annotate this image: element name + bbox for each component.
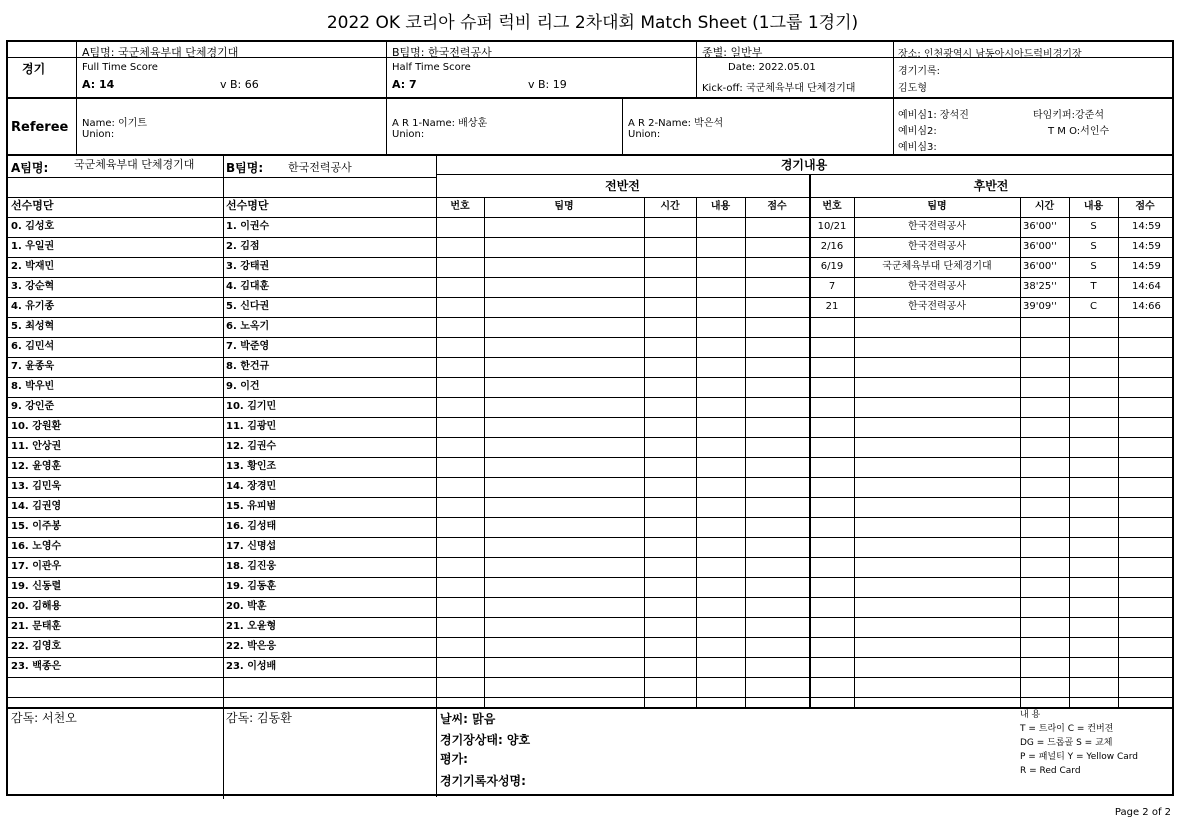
b-team-player: 23. 이성배	[226, 661, 277, 672]
events-title: 경기내용	[780, 158, 828, 172]
ar2-union: Union:	[628, 129, 661, 140]
b-team-player: 18. 김진웅	[226, 561, 277, 572]
referee-label: Referee	[11, 120, 69, 135]
event-team: 한국전력공사	[908, 301, 966, 312]
a-coach: 감독: 서천오	[11, 711, 77, 725]
a-team-player: 3. 강순혁	[11, 281, 55, 292]
event-score: 14:59	[1132, 241, 1161, 252]
a-team-player: 19. 신동렬	[11, 581, 62, 592]
event-no: 2/16	[820, 241, 844, 252]
b-roster-header: 선수명단	[226, 199, 269, 212]
a-team-player: 0. 김성호	[11, 221, 55, 232]
event-no: 21	[825, 301, 839, 312]
legend: 내 용 T = 트라이 C = 컨버젼 DG = 드롭골 S = 교체 P = 패널티 Y = Yellow Card R = Red Card	[1020, 710, 1139, 776]
reserve-referee-2: 예비심2:	[898, 126, 937, 137]
half-time-a: A: 7	[392, 78, 417, 91]
a-team-player: 23. 백종은	[11, 661, 62, 672]
recorder-signature: 경기기록자성명:	[440, 774, 526, 788]
event-type: T	[1090, 281, 1097, 292]
b-team-player: 20. 박훈	[226, 601, 267, 612]
b-team-player: 16. 김성태	[226, 521, 277, 532]
event-type: S	[1090, 221, 1097, 232]
event-time: 36'00''	[1023, 261, 1057, 272]
first-half-label: 전반전	[605, 179, 640, 193]
a-roster-header: 선수명단	[11, 199, 54, 212]
tmo: T M O:서인수	[1048, 126, 1110, 137]
b-team-player: 13. 황인조	[226, 461, 277, 472]
b-team-player: 2. 김점	[226, 241, 260, 252]
event-no: 10/21	[817, 221, 847, 232]
page-number: Page 2 of 2	[1114, 807, 1171, 818]
event-time: 36'00''	[1023, 241, 1057, 252]
b-team-name: 한국전력공사	[288, 161, 352, 174]
a-team-player: 21. 문태훈	[11, 621, 62, 632]
a-team-player: 2. 박재민	[11, 261, 55, 272]
a-team-player: 10. 강원환	[11, 421, 62, 432]
b-team-label: B팀명:	[226, 161, 264, 175]
event-team: 한국전력공사	[908, 241, 966, 252]
reserve-referee-1: 예비심1: 장석진	[898, 110, 969, 121]
a-team-name: 국군체육부대 단체경기대	[74, 158, 195, 171]
event-type: S	[1090, 261, 1097, 272]
venue-field: 장소: 인천광역시 남동아시아드럭비경기장	[898, 49, 1082, 60]
event-time: 36'00''	[1023, 221, 1057, 232]
full-time-label: Full Time Score	[82, 62, 158, 73]
first-half-header-type: 내용	[710, 201, 731, 212]
event-team: 국군체육부대 단체경기대	[882, 261, 992, 272]
a-team-player: 6. 김민석	[11, 341, 55, 352]
b-team-player: 12. 김권수	[226, 441, 277, 452]
event-no: 6/19	[820, 261, 844, 272]
rating: 평가:	[440, 752, 468, 766]
event-team: 한국전력공사	[908, 221, 966, 232]
event-score: 14:66	[1132, 301, 1161, 312]
second-half-header-no: 번호	[822, 201, 842, 212]
second-half-label: 후반전	[973, 179, 1009, 193]
a-team-field: A팀명: 국군체육부대 단체경기대	[82, 46, 239, 59]
second-half-header-time: 시간	[1034, 201, 1055, 212]
recorder-name: 김도형	[898, 83, 927, 94]
kickoff-field: Kick-off: 국군체육부대 단체경기대	[702, 83, 856, 94]
a-team-player: 11. 안상권	[11, 441, 62, 452]
b-team-player: 17. 신명섭	[226, 541, 277, 552]
b-team-player: 21. 오윤형	[226, 621, 277, 632]
ar1-name: A R 1-Name: 배상훈	[392, 118, 488, 129]
first-half-header-time: 시간	[660, 201, 680, 212]
a-team-player: 1. 우일권	[11, 241, 55, 252]
b-team-player: 19. 김동훈	[226, 581, 277, 592]
timekeeper: 타임키퍼:강준석	[1033, 110, 1104, 121]
weather: 날씨: 맑음	[440, 712, 496, 726]
referee-union: Union:	[82, 129, 115, 140]
b-team-player: 15. 유피범	[226, 501, 277, 512]
b-team-player: 11. 김광민	[226, 421, 277, 432]
second-half-header-score: 점수	[1135, 201, 1155, 212]
a-team-player: 17. 이관우	[11, 561, 62, 572]
b-team-player: 7. 박준영	[226, 341, 270, 352]
event-type: S	[1090, 241, 1097, 252]
first-half-header-team: 팀명	[554, 201, 574, 212]
b-team-player: 10. 김기민	[226, 401, 277, 412]
a-team-player: 16. 노영수	[11, 541, 62, 552]
first-half-header-no: 번호	[450, 201, 470, 212]
event-score: 14:59	[1132, 221, 1161, 232]
ar1-union: Union:	[392, 129, 425, 140]
category-field: 종별: 일반부	[702, 46, 763, 59]
b-team-player: 6. 노옥기	[226, 321, 270, 332]
b-team-field: B팀명: 한국전력공사	[392, 46, 492, 59]
field-condition: 경기장상태: 양호	[440, 733, 531, 747]
match-sheet	[6, 40, 1174, 796]
first-half-header-score: 점수	[767, 201, 787, 212]
a-team-player: 22. 김영호	[11, 641, 62, 652]
half-time-b: v B: 19	[528, 78, 567, 91]
event-score: 14:64	[1132, 281, 1161, 292]
event-score: 14:59	[1132, 261, 1161, 272]
a-team-player: 8. 박우빈	[11, 381, 55, 392]
b-team-player: 14. 장경민	[226, 481, 277, 492]
match-label: 경기	[22, 62, 46, 76]
b-team-player: 22. 박은응	[226, 641, 277, 652]
a-team-player: 13. 김민욱	[11, 481, 62, 492]
reserve-referee-3: 예비심3:	[898, 142, 937, 153]
b-team-player: 5. 신다권	[226, 301, 270, 312]
event-time: 38'25''	[1023, 281, 1057, 292]
event-time: 39'09''	[1023, 301, 1057, 312]
a-team-player: 5. 최성혁	[11, 321, 55, 332]
b-team-player: 3. 강태권	[226, 261, 270, 272]
a-team-player: 14. 김권영	[11, 501, 62, 512]
match-date: Date: 2022.05.01	[728, 62, 816, 73]
b-coach: 감독: 김동환	[226, 711, 292, 725]
referee-name: Name: 이기트	[82, 118, 148, 129]
a-team-player: 12. 윤영훈	[11, 461, 62, 472]
event-team: 한국전력공사	[908, 281, 966, 292]
a-team-player: 20. 김해용	[11, 601, 62, 612]
page-title: 2022 OK 코리아 슈퍼 럭비 리그 2차대회 Match Sheet (1그룹 1경기)	[326, 13, 859, 33]
b-team-player: 4. 김대훈	[226, 281, 270, 292]
a-team-player: 7. 윤종욱	[11, 361, 55, 372]
a-team-player: 9. 강인준	[11, 401, 55, 412]
second-half-header-team: 팀명	[927, 201, 947, 212]
event-no: 7	[828, 281, 836, 292]
event-type: C	[1090, 301, 1097, 312]
a-team-label: A팀명:	[11, 161, 49, 175]
second-half-header-type: 내용	[1083, 201, 1104, 212]
recorder-label: 경기기록:	[898, 66, 941, 77]
full-time-a: A: 14	[82, 78, 115, 91]
full-time-b: v B: 66	[220, 78, 259, 91]
b-team-player: 1. 이권수	[226, 221, 270, 232]
b-team-player: 8. 한건규	[226, 361, 270, 372]
half-time-label: Half Time Score	[392, 62, 471, 73]
b-team-player: 9. 이건	[226, 381, 260, 392]
ar2-name: A R 2-Name: 박은석	[628, 118, 724, 129]
a-team-player: 4. 유기종	[11, 301, 55, 312]
a-team-player: 15. 이주봉	[11, 521, 62, 532]
